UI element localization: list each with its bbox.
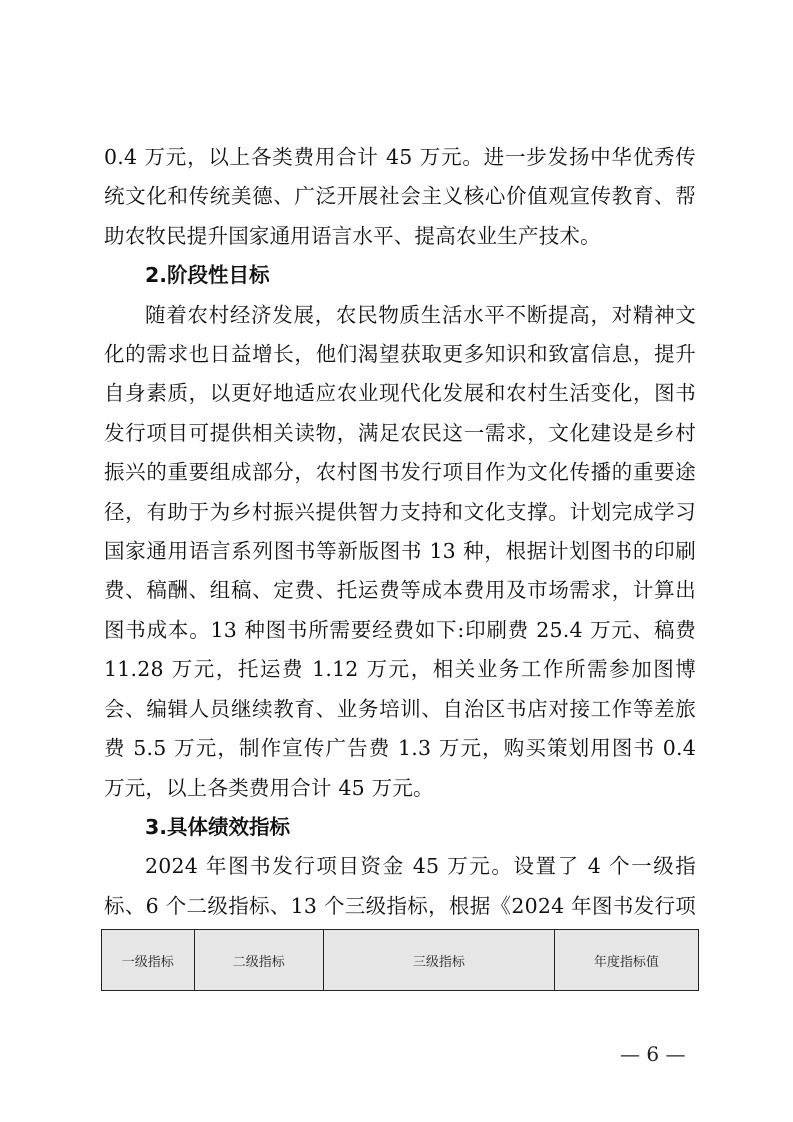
paragraph-stage-goals: 随着农村经济发展，农民物质生活水平不断提高，对精神文化的需求也日益增长，他们渴望获取更多知识和致富信息，提升自身素质，以更好地适应农业现代化发展和农村生活变化，图书发行项目可提供相关读物，满足农民这一需求，文化建设是乡村振兴的重要组成部分，农村图书发行项目作为文化传播的重要途径，有助于为乡村振兴提供智力支持和文化支撑。计划完成学习国家通用语言系列图书等新版图书 13 种，根据计划图书的印刷费、稿酬、组稿、定费、托运费等成本费用及市场需求，计算出图书成本。13 种图书所需要经费如下:印刷费 25.4 万元、稿费 11.28 万元，托运费 1.12 万元，相关业务工作所需参加图博会、编辑人员继续教育、业务培训、自治区书店对接工作等差旅费 5.5 万元，制作宣传广告费 1.3 万元，购买策划用图书 0.4 万元，以上各类费用合计 45 万元。 [104,302,696,800]
section-heading-performance-indicators: 3.具体绩效指标 [145,814,291,839]
section-heading-stage-goals: 2.阶段性目标 [145,263,270,288]
table-header-level2: 二级指标 [194,930,323,991]
page-number: — 6 — [620,1042,686,1066]
table-header-annual-value: 年度指标值 [554,930,698,991]
performance-indicator-table [101,929,699,991]
paragraph-performance-indicators: 2024 年图书发行项目资金 45 万元。设置了 4 个一级指标、6 个二级指标、13 个三级指标，根据《2024 年图书发行项 [104,854,696,918]
table-header-row [102,930,699,991]
document-body [104,138,696,966]
table-header-level1: 一级指标 [102,930,195,991]
paragraph-continuation: 0.4 万元，以上各类费用合计 45 万元。进一步发扬中华优秀传统文化和传统美德、广泛开展社会主义核心价值观宣传教育、帮助农牧民提升国家通用语言水平、提高农业生产技术。 [104,145,696,248]
table-header-level3: 三级指标 [323,930,554,991]
